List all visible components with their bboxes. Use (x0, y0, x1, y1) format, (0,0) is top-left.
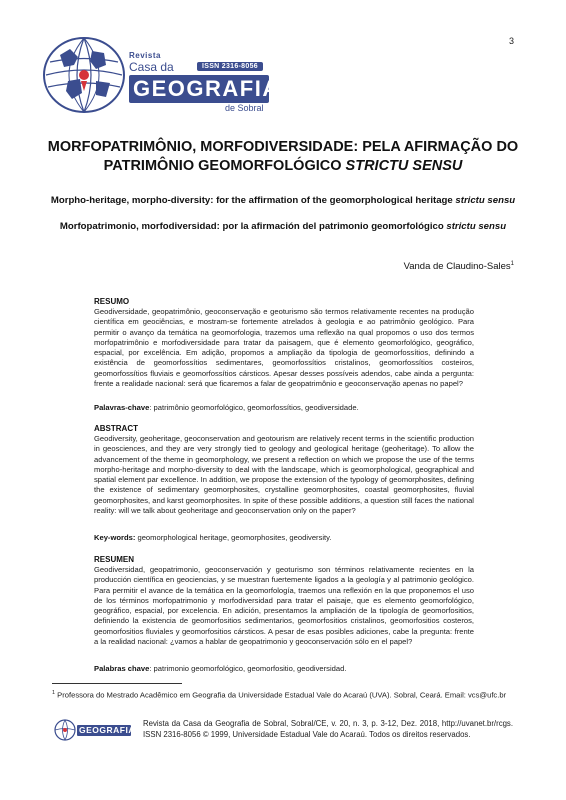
title-line-2-text: PATRIMÔNIO GEOMORFOLÓGICO (103, 158, 346, 174)
abstract-heading: ABSTRACT (94, 424, 138, 433)
subtitle-english-text: Morpho-heritage, morpho-diversity: for the affirmation of the geomorphological heritage (50, 195, 456, 206)
footnote-text: Professora do Mestrado Acadêmico em Geografia da Universidade Estadual Vale do Acaraú (UVA). Sobral, Ceará. Email: vcs@ufc.br (55, 690, 507, 700)
footnote (52, 688, 512, 701)
logo-issn: ISSN 2316-8056 (197, 62, 263, 71)
abstract-keywords-label: Key-words: (94, 533, 136, 542)
logo-geografia: GEOGRAFIA (133, 76, 280, 101)
journal-logo (40, 35, 285, 115)
title-line-2 (40, 157, 526, 176)
resumen-heading: RESUMEN (94, 555, 135, 564)
abstract-keywords-text: geomorphological heritage, geomorphosites, geodiversity. (135, 533, 332, 542)
author-footnote-mark[interactable]: 1 (510, 261, 514, 267)
resumen-keywords-label: Palabras chave (94, 664, 150, 673)
article-title (40, 138, 526, 176)
author (404, 261, 514, 272)
resumo-keywords (94, 403, 474, 413)
resumo-keywords-label: Palavras-chave (94, 403, 150, 412)
author-name: Vanda de Claudino-Sales (403, 261, 511, 273)
subtitle-spanish-text: Morfopatrimonio, morfodiversidad: por la afirmación del patrimonio geomorfológico (59, 221, 447, 232)
citation: Revista da Casa da Geografia de Sobral, Sobral/CE, v. 20, n. 3, p. 3-12, Dez. 2018, http://uvanet.br/rcgs. ISSN 2316-8056 © 1999, Universidade Estadual Vale do Acaraú. Todos os direitos reservados. (143, 719, 513, 739)
resumo-heading: RESUMO (94, 297, 130, 306)
resumo-body: Geodiversidade, geopatrimônio, geoconservação e geoturismo são termos relativamente recentes na produção científica em geociências, e mostram-se fortemente atrelados à geologia e ao patrimônio geológico. Para permitir o avanço da temática na geomorfologia, trazemos uma reflexão na qual propomos o uso dos termos morfopatrimônio e morfodiversidade para tratar da paisagem, que é elemento geomorfológico, geográfico, espacial, por excelência. Em adição, propomos a ampliação da tipologia de geomorfossítios, definindo a existência de geomorfossítios sedimentares, geomorfossítios cristalinos, geomorfossítios costeiros, geomorfossítios fluviais e geomorfossítios cársticos. Apesar desses possíveis adendos, cabe ainda a pergunta: frente a realidade nacional: será que ficaremos a falar de geopatrimônio e geoconservação apenas no papel? (94, 307, 474, 389)
subtitle-english-italic: strictu sensu (455, 195, 516, 206)
page-number: 3 (508, 36, 514, 46)
footnote-mark: 1 (52, 690, 56, 696)
logo-casa-da: Casa da (129, 60, 174, 74)
subtitle-spanish (40, 221, 526, 232)
resumen-body: Geodiversidad, geopatrimonio, geoconservación y geoturismo son términos relativamente recientes en la producción científica en geociencias, y se muestran fuertemente ligados a la geología y al patrimonio geológico. Para permitir el avance de la temática en la geomorfología, traemos una reflexión en la que proponemos el uso de los términos morfopatrimonio y morfodiversidad para tratar el paisaje, que es elemento geomorfológico, geográfico, espacial, por excelencia. En adición, presentamos la ampliación de la tipología de geomorfositios, definiendo la existencia de geomorfositios sedimentarios, geomorfositios cristalinos, geomorfositios costeros, geomorfositios fluviales y geomorfositios cársticos. A pesar de esas posibles adiciones, cabe la pregunta: frente a la realidad nacional: ¿vamos a hablar de geopatrimonio y geoconservación sólo en el papel? (94, 565, 474, 647)
title-line-1: MORFOPATRIMÔNIO, MORFODIVERSIDADE: PELA AFIRMAÇÃO DO (47, 139, 519, 155)
subtitle-spanish-italic: strictu sensu (446, 221, 507, 232)
logo-de-sobral: de Sobral (225, 103, 264, 113)
resumo-keywords-text: : patrimônio geomorfológico, geomorfossítios, geodiversidade. (149, 403, 359, 412)
title-line-2-italic: STRICTU SENSU (345, 158, 463, 174)
resumen-keywords (94, 664, 474, 674)
footer-logo (54, 716, 134, 744)
footer-logo-text: GEOGRAFIA (79, 725, 135, 735)
footnote-divider (52, 683, 182, 684)
abstract-body: Geodiversity, geoheritage, geoconservation and geotourism are relatively recent terms in the scientific production in geosciences, and they are very strongly tied to geology and geological heritage (geoheritage). To allow the advancement of the theme in geomorphology, we present a reflection on which we propose the use of the terms morpho-heritage and morpho-diversity to deal with the landscape, which is geomorphological, geographical and spatial element par excellence. In addition, we propose the extension of the typology of geomorphosites, defining the existence of sedimentary geomorphosites, crystalline geomorphosites, coastal geomorphosites, fluvial geomorphosites, and karst geomorphosites. In spite of these possible additions, a question still faces the national reality: will we talk about geoheritage and geoconservation only on the paper? (94, 434, 474, 516)
logo-revista: Revista (129, 51, 161, 60)
subtitle-english (40, 195, 526, 206)
abstract-keywords (94, 533, 474, 543)
resumen-keywords-text: : patrimonio geomorfológico, geomorfositio, geodiversidad. (149, 664, 347, 673)
globe-logo-icon (40, 35, 128, 115)
